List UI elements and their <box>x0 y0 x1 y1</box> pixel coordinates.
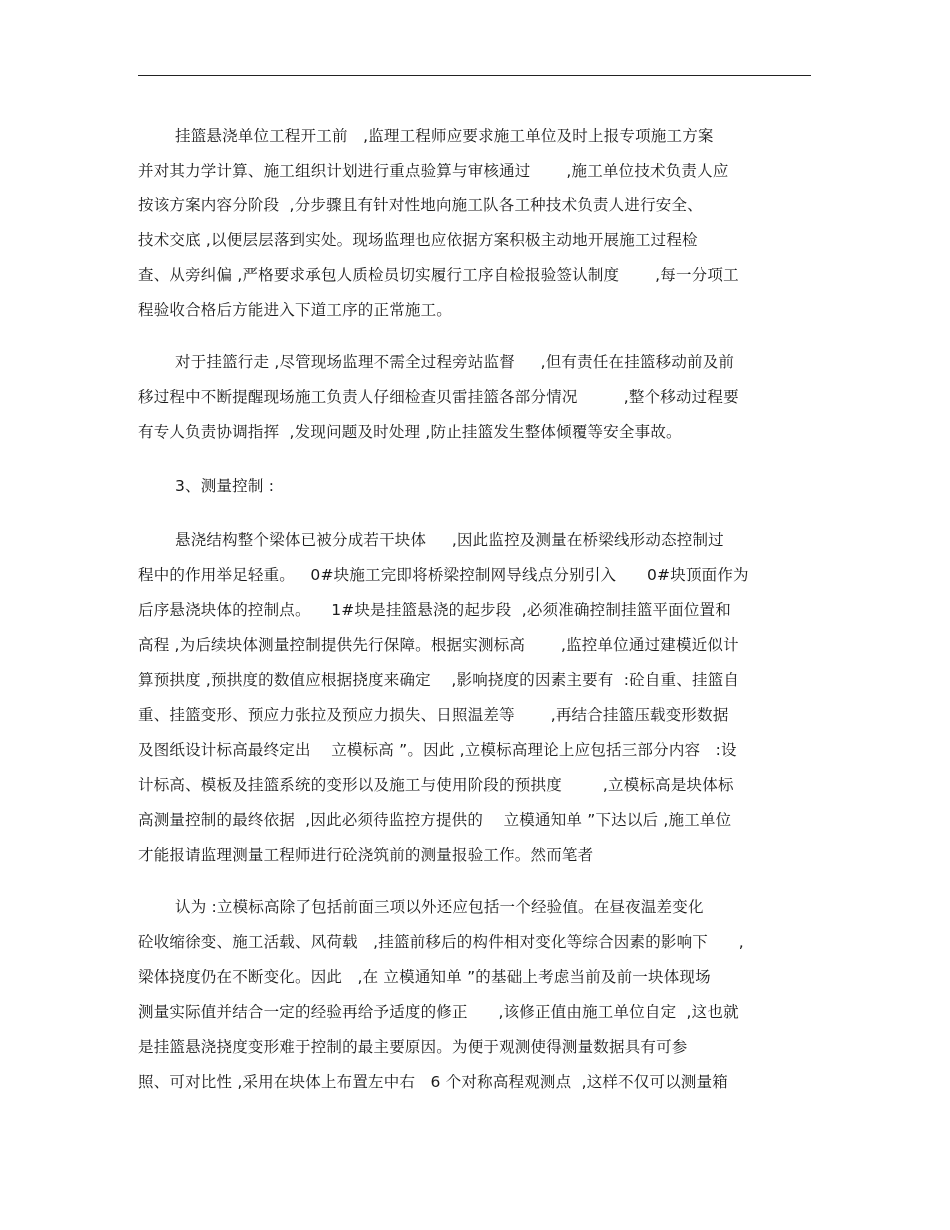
text-line: 才能报请监理测量工程师进行砼浇筑前的测量报验工作。然而笔者 <box>138 846 594 864</box>
text-line: 悬浇结构整个梁体已被分成若干块体 ,因此监控及测量在桥梁线形动态控制过 <box>175 531 724 549</box>
text-line: 高测量控制的最终依据 ,因此必须待监控方提供的 立模通知单 ”下达以后 ,施工单位 <box>138 811 732 829</box>
text-line: 有专人负责协调指挥 ,发现问题及时处理 ,防止挂篮发生整体倾覆等安全事故。 <box>138 423 682 441</box>
text-line: 梁体挠度仍在不断变化。因此 ,在 立模通知单 ”的基础上考虑当前及前一块体现场 <box>138 968 711 986</box>
text-line: 高程 ,为后续块体测量控制提供先行保障。根据实测标高 ,监控单位通过建模近似计 <box>138 636 739 654</box>
text-line: 技术交底 ,以便层层落到实处。现场监理也应依据方案积极主动地开展施工过程检 <box>138 231 698 249</box>
text-line: 挂篮悬浇单位工程开工前 ,监理工程师应要求施工单位及时上报专项施工方案 <box>175 127 714 145</box>
text-line: 后序悬浇块体的控制点。 1#块是挂篮悬浇的起步段 ,必须准确控制挂篮平面位置和 <box>138 601 731 619</box>
text-line: 程验收合格后方能进入下道工序的正常施工。 <box>138 301 453 319</box>
header-rule <box>138 75 811 76</box>
section-heading: 3、测量控制 : <box>175 477 275 495</box>
text-line: 是挂篮悬浇挠度变形难于控制的最主要原因。为便于观测使得测量数据具有可参 <box>138 1038 688 1056</box>
text-line: 程中的作用举足轻重。 0#块施工完即将桥梁控制网导线点分别引入 0#块顶面作为 <box>138 566 749 584</box>
text-line: 认为 :立模标高除了包括前面三项以外还应包括一个经验值。在昼夜温差变化 <box>175 898 704 916</box>
text-line: 算预拱度 ,预拱度的数值应根据挠度来确定 ,影响挠度的因素主要有 :砼自重、挂篮自 <box>138 671 740 689</box>
text-line: 测量实际值并结合一定的经验再给予适度的修正 ,该修正值由施工单位自定 ,这也就 <box>138 1003 739 1021</box>
text-line: 重、挂篮变形、预应力张拉及预应力损失、日照温差等 ,再结合挂篮压载变形数据 <box>138 706 729 724</box>
text-line: 并对其力学计算、施工组织计划进行重点验算与审核通过 ,施工单位技术负责人应 <box>138 162 729 180</box>
text-line: 对于挂篮行走 ,尽管现场监理不需全过程旁站监督 ,但有责任在挂篮移动前及前 <box>175 353 735 371</box>
text-line: 计标高、模板及挂篮系统的变形以及施工与使用阶段的预拱度 ,立模标高是块体标 <box>138 776 734 794</box>
text-line: 移过程中不断提醒现场施工负责人仔细检查贝雷挂篮各部分情况 ,整个移动过程要 <box>138 388 739 406</box>
text-line: 砼收缩徐变、施工活载、风荷载 ,挂篮前移后的构件相对变化等综合因素的影响下 , <box>138 933 744 951</box>
text-line: 照、可对比性 ,采用在块体上布置左中右 6 个对称高程观测点 ,这样不仅可以测量箱 <box>138 1073 729 1091</box>
text-line: 按该方案内容分阶段 ,分步骤且有针对性地向施工队各工种技术负责人进行安全、 <box>138 196 703 214</box>
text-line: 查、从旁纠偏 ,严格要求承包人质检员切实履行工序自检报验签认制度 ,每一分项工 <box>138 266 739 284</box>
text-line: 及图纸设计标高最终定出 立模标高 ”。因此 ,立模标高理论上应包括三部分内容 :设 <box>138 741 737 759</box>
